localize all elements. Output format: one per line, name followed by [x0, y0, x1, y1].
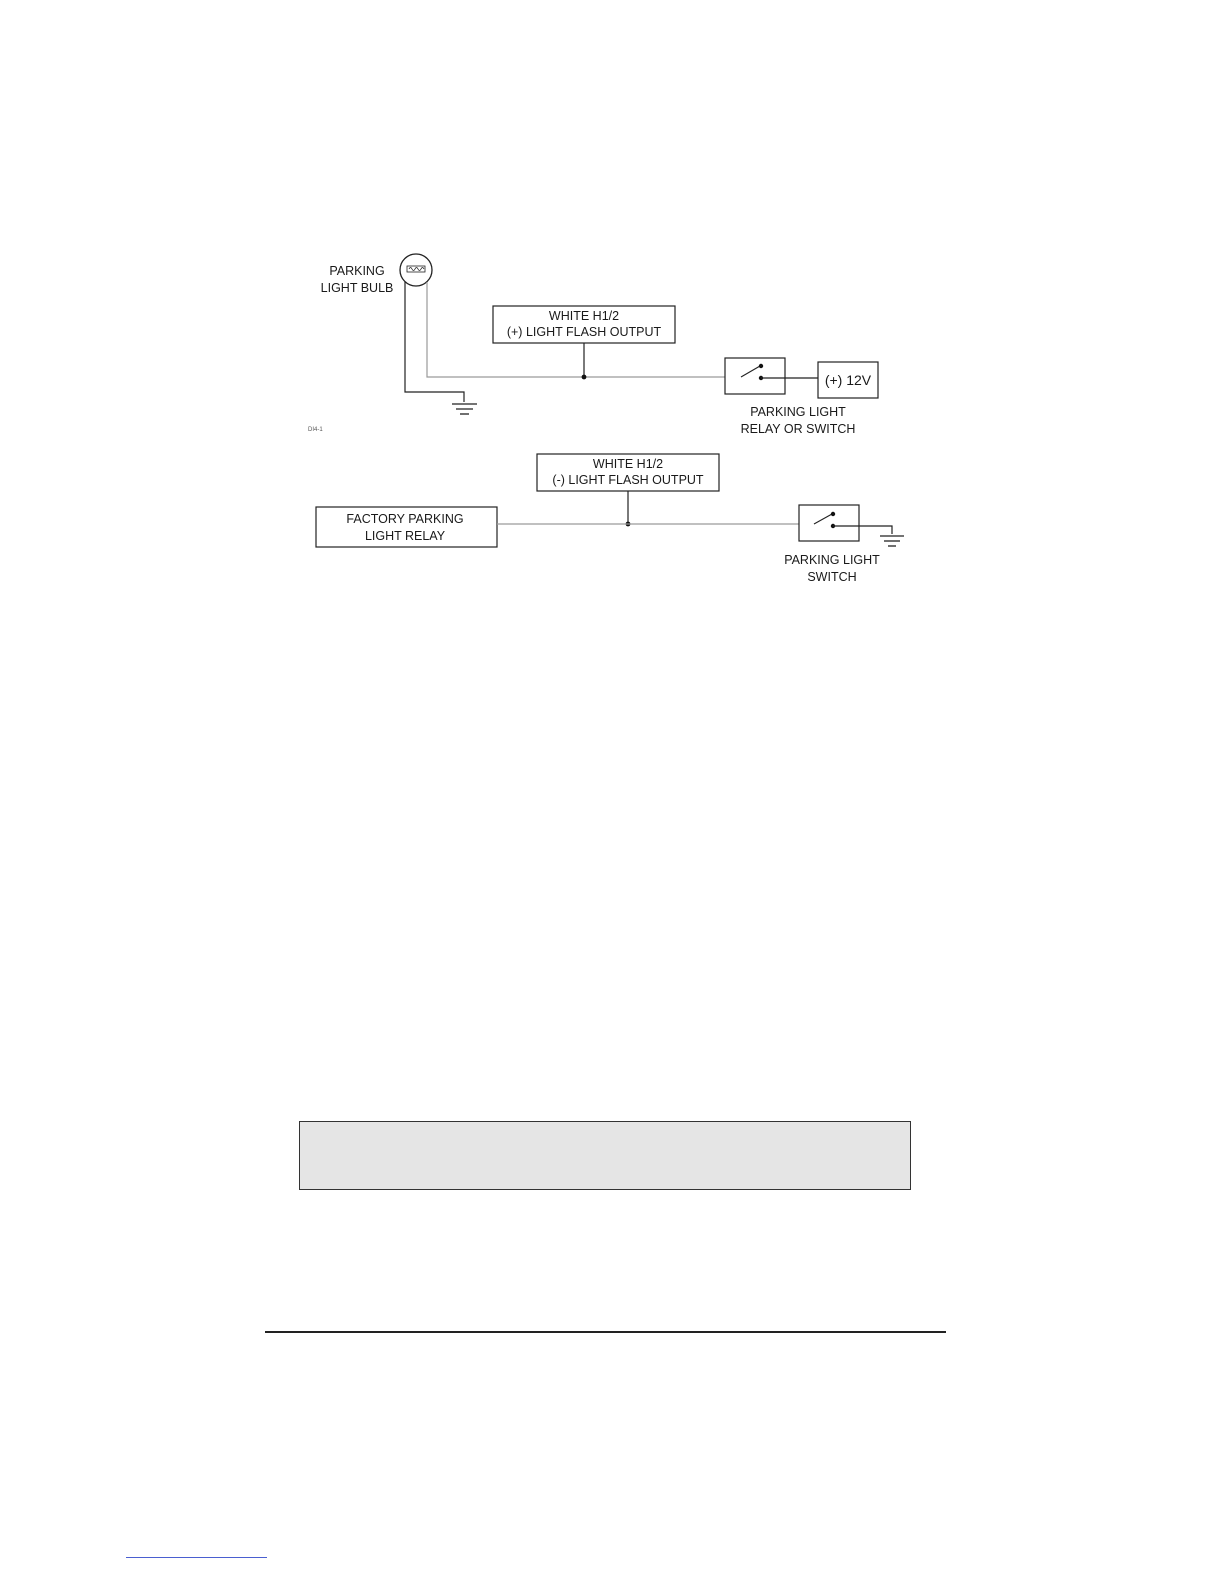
- factory-relay-line1: FACTORY PARKING: [346, 512, 464, 526]
- switch-label-line1: PARKING LIGHT: [750, 405, 846, 419]
- positive-flash-diagram: [308, 254, 878, 436]
- switch2-label-line2: SWITCH: [807, 570, 857, 584]
- footer-link-underline[interactable]: [126, 1557, 267, 1558]
- bulb-ground-wire: [405, 282, 464, 402]
- negative-flash-diagram: [316, 454, 904, 584]
- parking-light-switch-2-icon: [799, 505, 892, 541]
- power-12v-label: (+) 12V: [824, 372, 872, 388]
- ground-symbol-icon: [452, 404, 477, 414]
- note-box: [299, 1121, 911, 1190]
- negative-output-line1: WHITE H1/2: [592, 457, 664, 471]
- footer-divider: [265, 1331, 946, 1333]
- negative-output-line2: (-) LIGHT FLASH OUTPUT: [552, 473, 704, 487]
- ground-symbol-2-icon: [880, 536, 904, 546]
- switch-label-line2: RELAY OR SWITCH: [740, 422, 856, 436]
- switch2-label-line1: PARKING LIGHT: [784, 553, 880, 567]
- bulb-label-line2: LIGHT BULB: [320, 281, 394, 295]
- bulb-label-line1: PARKING: [329, 264, 385, 278]
- parking-light-switch-icon: [725, 358, 818, 394]
- positive-output-line2: (+) LIGHT FLASH OUTPUT: [506, 325, 662, 339]
- figure-code: DI4-1: [308, 427, 323, 433]
- factory-relay-line2: LIGHT RELAY: [364, 529, 446, 543]
- positive-output-junction: [582, 375, 587, 380]
- light-bulb-icon: [400, 254, 432, 286]
- positive-output-line1: WHITE H1/2: [548, 309, 620, 323]
